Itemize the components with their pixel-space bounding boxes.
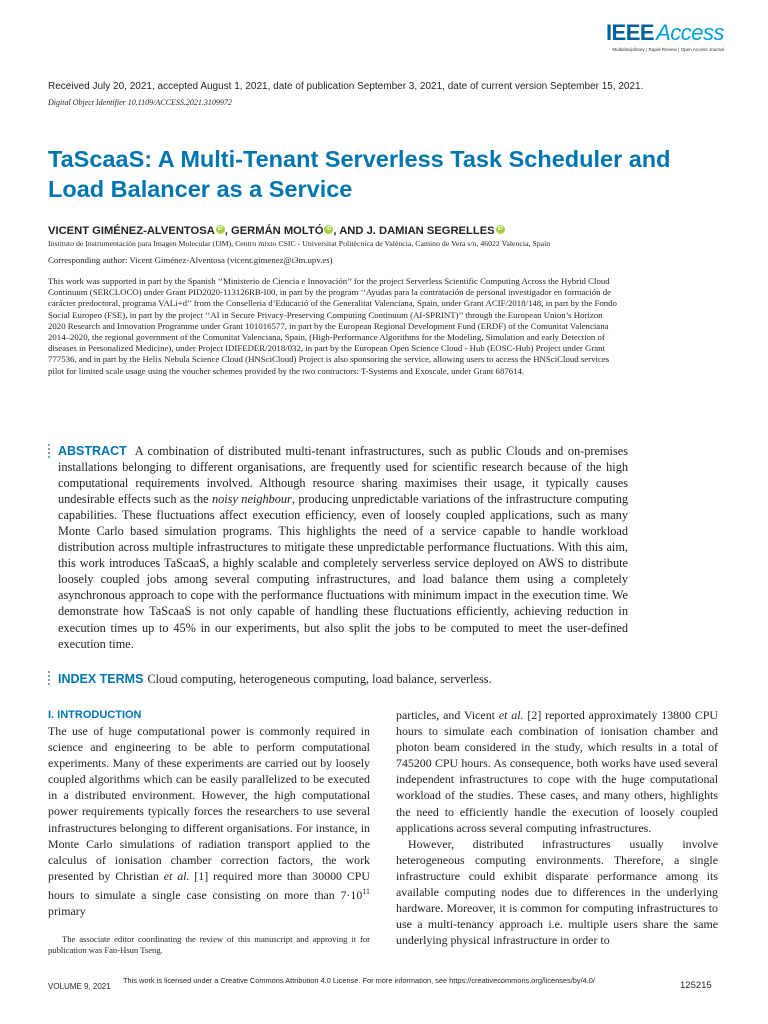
editor-note: The associate editor coordinating the review of this manuscript and approving it for publication was Fan-Hsun Tseng. <box>48 934 370 955</box>
corresponding-author: Corresponding author: Vicent Giménez-Alventosa (vicent.gimenez@i3m.upv.es) <box>48 255 333 265</box>
body-paragraph: However, distributed infrastructures usually involve heterogeneous computing environments. Therefore, a single infrastructure could exhibit disparate performance among its available computing nodes due to differences in the underlying hardware. Moreover, it is common for computing infrastructures to use a multi-tenancy approach i.e. multiple users share the same underlying physical infrastructure in order to <box>396 836 718 948</box>
index-terms-text: Cloud computing, heterogeneous computing, load balance, serverless. <box>147 672 492 686</box>
footer-license[interactable]: This work is licensed under a Creative Commons Attribution 4.0 License. For more information, see https://creativecommons.org/licenses/by/4.0/ <box>123 976 595 985</box>
body-paragraph <box>48 723 370 919</box>
abstract-text: A combination of distributed multi-tenant infrastructures, such as public Clouds and on-premises installations belonging to different organisations, are frequently used for scientific research because of the high computational requirements involved. Although resource sharing maximises their usage, it typically causes undesirable effects such as the <box>58 444 628 507</box>
abstract <box>58 443 628 652</box>
author-name: GERMÁN MOLTÓ <box>231 225 324 237</box>
et-al: et al. <box>498 708 524 722</box>
et-al: et al. <box>163 868 190 883</box>
body-text: particles, and Vicent <box>396 708 499 722</box>
doi[interactable]: Digital Object Identifier 10.1109/ACCESS.2021.3109972 <box>48 98 232 107</box>
journal-name: Access <box>656 20 724 45</box>
affiliation: Instituto de Instrumentación para Imagen Molecular (I3M), Centro mixto CSIC - Universitat Politècnica de València, Camino de Vera s/n, 46022 Valencia, Spain <box>48 239 551 248</box>
journal-brand: IEEE <box>605 20 655 45</box>
author-name: VICENT GIMÉNEZ-ALVENTOSA <box>48 225 215 237</box>
journal-tagline: Multidisciplinary | Rapid Review | Open Access Journal <box>612 47 724 52</box>
received-dates: Received July 20, 2021, accepted August 1, 2021, date of publication September 3, 2021, date of current version September 15, 2021. <box>48 81 644 92</box>
body-paragraph <box>396 707 718 836</box>
author-separator: , AND <box>333 225 367 237</box>
orcid-icon[interactable]: iD <box>326 226 332 232</box>
orcid-icon[interactable]: iD <box>497 226 503 232</box>
orcid-icon[interactable]: iD <box>217 226 223 232</box>
abstract-label: ABSTRACT <box>58 444 127 458</box>
funding-statement: This work was supported in part by the Spanish ‘‘Ministerio de Ciencia e Innovación’’ for the project Serverless Scientific Computing Across the Hybrid Cloud Continuum (SERCLOCO) under Grant PID2020-113126RB-I00, in part by the program ‘‘Ayudas para la contratación de personal investigador en formación de carácter predoctoral, programa VALi+d’’ from the Conselleria d’Educació of the Generalitat Valenciana, Spain, under Grant ACIF/2018/148, in part by the Fondo Social Europeo (FSE), in part by the project ‘‘AI in Secure Privacy-Preserving Computing Continuum (AI-SPRINT)’’ through the European Union’s Horizon 2020 Research and Innovation Programme under Grant 101016577, in part by the European Regional Development Fund (ERDF) of the Comunitat Valenciana 2014–2020, the regional government of the Comunitat Valenciana, Spain, (High-Performance Algorithms for the Modeling, Simulation and early Detection of diseases in Personalized Medicine), under Project IDIFEDER/2018/032, in part by the European Open Science Cloud - Hub (EOSC-Hub) Project under Grant 777536, and in part by the Helix Nebula Science Cloud (HNSciCloud) Project is also sponsoring the service, allowing users to access the HNSciCloud services pilot for limited scale usage using the voucher schemes provided by the two contractors: T-Systems and Exoscale, under Grant 687614. <box>48 276 617 376</box>
body-text: [1] required more than 30000 CPU hours to simulate a single case consisting on more than 7·10 <box>48 868 371 902</box>
author-name: J. DAMIAN SEGRELLES <box>366 225 495 237</box>
body-text: primary <box>48 904 86 918</box>
body-text: The use of huge computational power is commonly required in science and engineering to be able to perform computational experiments. Many of these experiments are carried out by loosely coupled algorithms which can be easily parallelized to be executed in a distributed environment. However, the high computational power requirements typically forces the researchers to use several infrastructures belonging to different organisations. For instance, in Monte Carlo simulations of radiation transport applied to the calculus of ionisation chamber correction factors, the work presented by Christian <box>48 724 370 883</box>
body-column-right <box>396 707 718 948</box>
body-column-left <box>48 707 370 919</box>
section-heading: I. INTRODUCTION <box>48 709 142 721</box>
section-marker-icon <box>48 444 51 460</box>
abstract-text: , producing unpredictable variations of the infrastructure computing capabilities. These fluctuations affect execution efficiency, even of loosely coupled applications, such as many Monte Carlo based simulation programs. This highlights the need of a service capable to handle workload distribution across multiple infrastructures to mitigate these unpredictable performance fluctuations. With this aim, this work introduces TaScaaS, a highly scalable and completely serverless service deployed on AWS to distribute loosely coupled jobs among several computing infrastructures, and load balance them using a completely asynchronous approach to cope with the performance fluctuations with minimum impact in the execution time. We demonstrate how TaScaaS is not only capable of handling these fluctuations efficiently, achieving reduction in execution times up to 45% in our experiments, but also split the jobs to be computed to meet the user-defined execution time. <box>58 492 628 651</box>
paper-title: TaScaaS: A Multi-Tenant Serverless Task Scheduler and Load Balancer as a Service <box>48 146 671 202</box>
footer-volume: VOLUME 9, 2021 <box>48 982 111 991</box>
author-list <box>48 225 505 237</box>
page-number: 125215 <box>680 980 712 991</box>
exponent: 11 <box>362 886 370 896</box>
index-terms-label: INDEX TERMS <box>58 672 144 686</box>
author-separator: , <box>224 225 232 237</box>
body-text: [2] reported approximately 13800 CPU hours to simulate each combination of ionisation chamber and photon beam considered in the study, which results in a total of 745200 CPU hours. As consequence, both works have used several independent infrastructures to cope with the huge computational workload of the studies. These cases, and many others, highlights the need to efficiently handle the execution of loosely coupled applications across several computing infrastructures. <box>396 708 718 835</box>
index-terms <box>58 671 628 687</box>
journal-logo <box>594 20 724 52</box>
section-marker-icon <box>48 671 51 687</box>
abstract-emphasis: noisy neighbour <box>211 492 292 507</box>
